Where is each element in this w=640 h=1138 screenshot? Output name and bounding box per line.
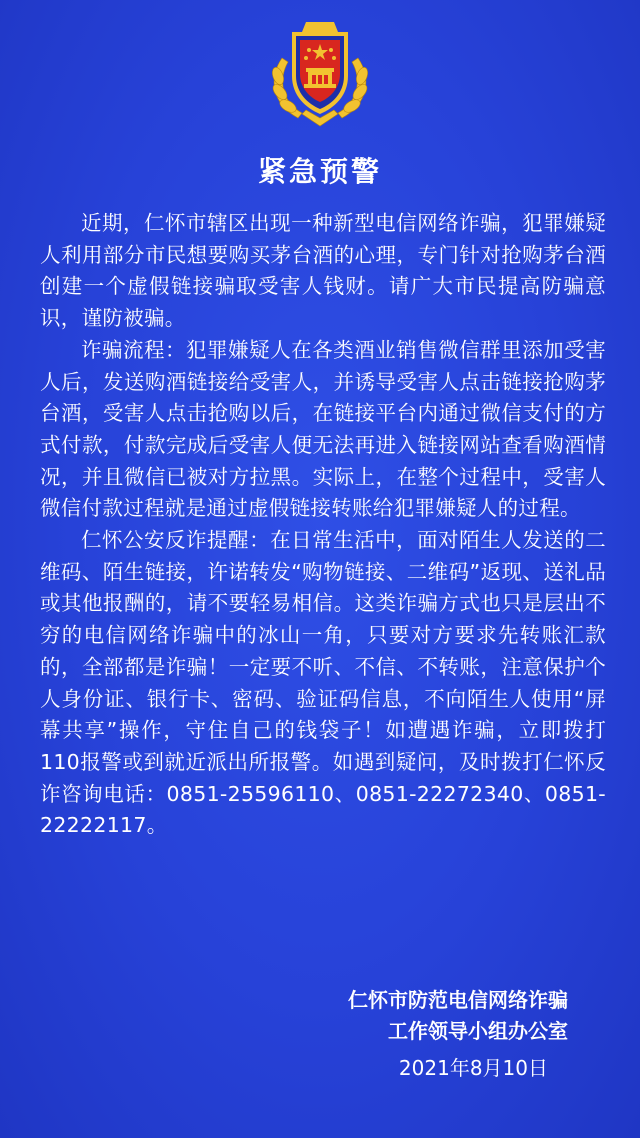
- issuer-line-2: 工作领导小组办公室: [388, 1019, 568, 1043]
- issue-date: 2021年8月10日: [398, 1056, 548, 1080]
- issuer-line-1: 仁怀市防范电信网络诈骗: [348, 988, 568, 1012]
- signature-block: [208, 985, 568, 1084]
- notice-body: [40, 208, 606, 842]
- police-reminder-paragraph: 仁怀公安反诈提醒：在日常生活中，面对陌生人发送的二维码、陌生链接，许诺转发“购物链接、二维码”返现、送礼品或其他报酬的，请不要轻易相信。这类诈骗方式也只是层出不穷的电信网络诈骗中的冰山一角，只要对方要求先转账汇款的，全部都是诈骗！一定要不听、不信、不转账，注意保护个人身份证、银行卡、密码、验证码信息，不向陌生人使用“屏幕共享”操作，守住自己的钱袋子！如遭遇诈骗，立即拨打110报警或到就近派出所报警。如遇到疑问，及时拨打仁怀反诈咨询电话：0851-25596110、0851-22272340、0851-22222117。: [40, 528, 606, 838]
- intro-paragraph: 近期，仁怀市辖区出现一种新型电信网络诈骗，犯罪嫌疑人利用部分市民想要购买茅台酒的心理，专门针对抢购茅台酒创建一个虚假链接骗取受害人钱财。请广大市民提高防骗意识，谨防被骗。: [40, 211, 606, 331]
- police-emblem-icon: [262, 18, 378, 130]
- page-title: 紧急预警: [257, 155, 382, 188]
- fraud-process-paragraph: 诈骗流程：犯罪嫌疑人在各类酒业销售微信群里添加受害人后，发送购酒链接给受害人，并诱导受害人点击链接抢购茅台酒，受害人点击抢购以后，在链接平台内通过微信支付的方式付款，付款完成后受害人便无法再进入链接网站查看购酒情况，并且微信已被对方拉黑。实际上，在整个过程中，受害人微信付款过程就是通过虚假链接转账给犯罪嫌疑人的过程。: [40, 337, 606, 521]
